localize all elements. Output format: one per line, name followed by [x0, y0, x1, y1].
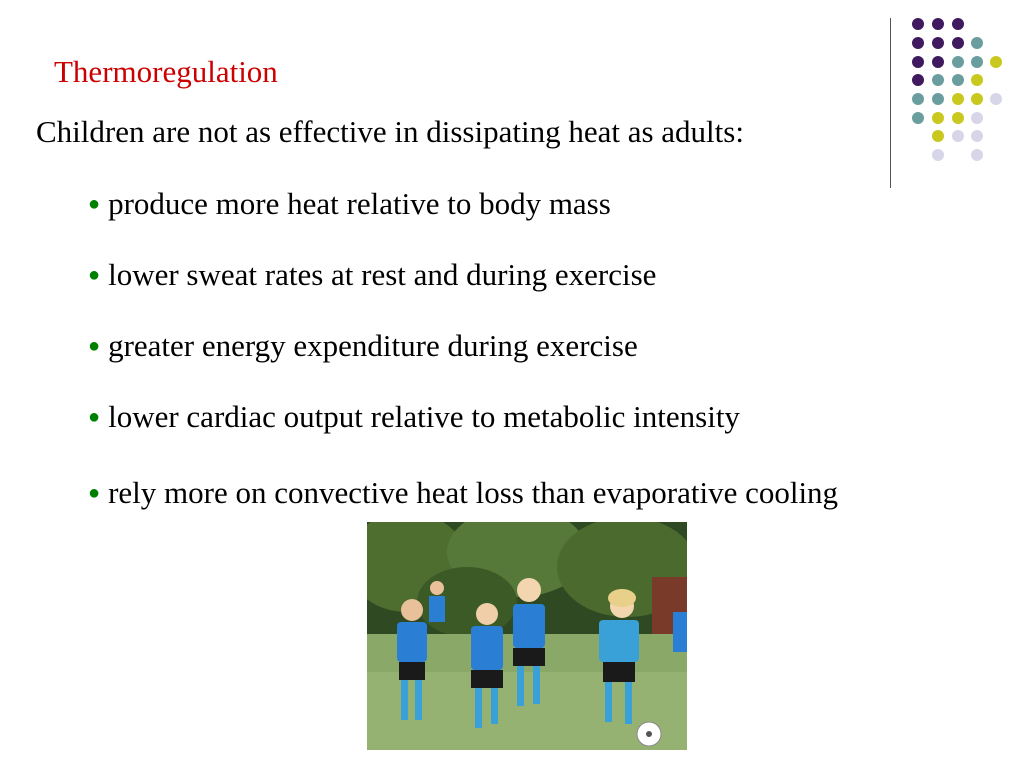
bullet-item: ● greater energy expenditure during exercise	[88, 328, 638, 363]
decorative-dot	[912, 56, 924, 68]
bullet-dot-icon: ●	[88, 193, 101, 215]
slide-title: Thermoregulation	[54, 54, 278, 89]
decorative-dot	[990, 56, 1002, 68]
decorative-dot	[932, 18, 944, 30]
decorative-dot	[971, 130, 983, 142]
decorative-dot	[971, 112, 983, 124]
decorative-dot-grid	[0, 0, 1024, 200]
decorative-dot	[971, 56, 983, 68]
decorative-dot	[952, 112, 964, 124]
decorative-dot	[952, 74, 964, 86]
bullet-item: ● lower cardiac output relative to metabolic intensity	[88, 399, 740, 434]
bullet-dot-icon: ●	[88, 482, 101, 504]
decorative-dot	[952, 37, 964, 49]
decorative-dot	[932, 37, 944, 49]
decorative-dot	[932, 74, 944, 86]
decorative-dot	[912, 18, 924, 30]
bullet-dot-icon: ●	[88, 406, 101, 428]
decorative-dot	[932, 112, 944, 124]
bullet-item: ● produce more heat relative to body mass	[88, 186, 611, 221]
decorative-dot	[971, 37, 983, 49]
bullet-item: ● rely more on convective heat loss than evaporative cooling	[88, 475, 839, 510]
decorative-dot	[932, 130, 944, 142]
decorative-dot	[932, 149, 944, 161]
decorative-dot	[971, 93, 983, 105]
decorative-dot	[952, 18, 964, 30]
decorative-dot	[952, 56, 964, 68]
decorative-dot	[932, 56, 944, 68]
decorative-dot	[952, 93, 964, 105]
soccer-children-photo	[367, 522, 687, 750]
decorative-dot	[912, 74, 924, 86]
decorative-dot	[971, 74, 983, 86]
bullet-dot-icon: ●	[88, 335, 101, 357]
bullet-list	[88, 186, 948, 516]
decorative-dot	[952, 130, 964, 142]
bullet-dot-icon: ●	[88, 264, 101, 286]
decorative-dot	[912, 37, 924, 49]
decorative-dot	[990, 93, 1002, 105]
decorative-vertical-line	[890, 18, 891, 188]
decorative-dot	[912, 93, 924, 105]
decorative-dot	[932, 93, 944, 105]
slide-intro-text: Children are not as effective in dissipating heat as adults:	[36, 114, 744, 149]
decorative-dot	[912, 112, 924, 124]
decorative-dot	[971, 149, 983, 161]
bullet-item: ● lower sweat rates at rest and during exercise	[88, 257, 657, 292]
